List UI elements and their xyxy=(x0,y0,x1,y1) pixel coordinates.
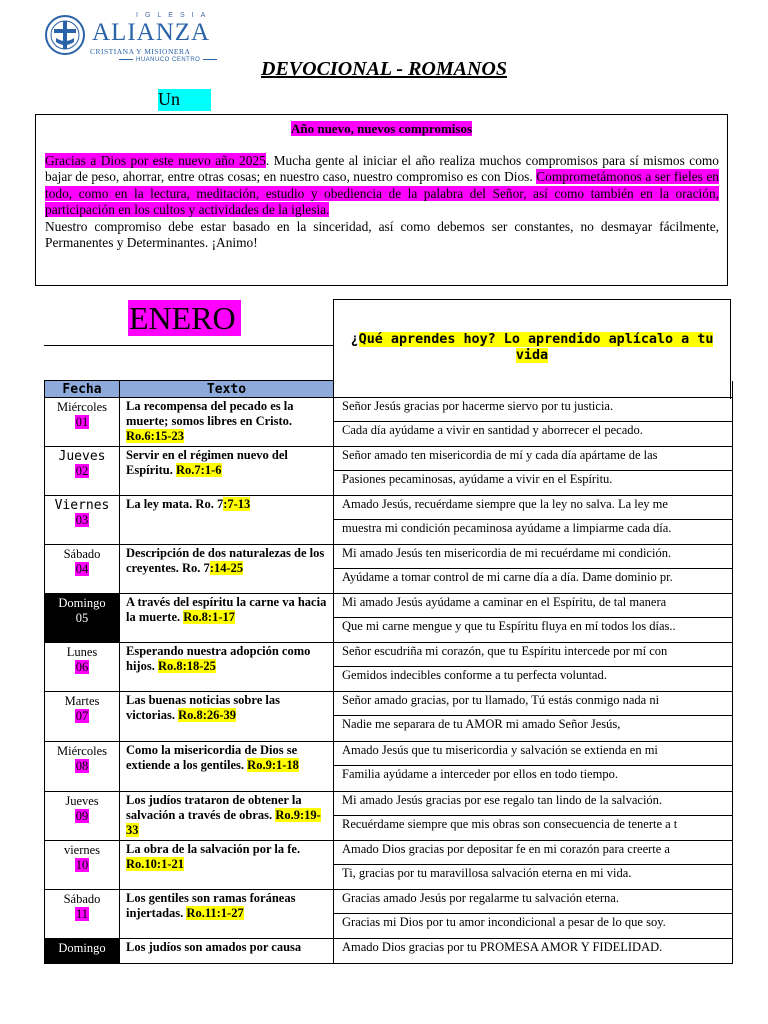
bible-reference: Ro.7:1-6 xyxy=(176,463,222,477)
weekday: Jueves xyxy=(65,794,99,808)
reflection-line-1: Mi amado Jesús ayúdame a caminar en el Espíritu, de tal manera xyxy=(334,594,732,618)
reflection-line-1: Señor escudriña mi corazón, que tu Espíritu intercede por mí con xyxy=(334,643,732,667)
logo-top-text: IGLESIA xyxy=(136,12,213,19)
reading-cell xyxy=(120,792,334,841)
day-number: 03 xyxy=(75,513,89,527)
reflection-cell xyxy=(334,890,733,939)
reflection-cell xyxy=(334,841,733,890)
reading-title: Como la misericordia de Dios se extiende a los gentiles. xyxy=(126,743,298,772)
intro-highlight-1: Gracias a Dios por este nuevo año 2025 xyxy=(45,153,266,168)
reading-title: Los judíos son amados por causa xyxy=(126,940,302,954)
table-row xyxy=(45,398,733,447)
header-fecha: Fecha xyxy=(45,381,120,398)
logo-name: ALIANZA xyxy=(92,19,211,46)
bible-reference: :7-13 xyxy=(223,497,251,511)
logo-subtitle: CRISTIANA Y MISIONERA xyxy=(90,47,191,56)
weekday: Martes xyxy=(64,694,100,708)
bible-reference: :14-25 xyxy=(209,561,244,575)
date-cell xyxy=(45,742,120,792)
table-row xyxy=(45,594,733,643)
reflection-cell xyxy=(334,742,733,792)
reflection-line-1: Señor amado gracias, por tu llamado, Tú estás conmigo nada ni xyxy=(334,692,732,716)
weekday: Domingo xyxy=(58,941,106,955)
intro-highlight-2: Comprometámonos a ser fieles en todo, como en la lectura, meditación, estudio y obediencia de la palabra del Señor, así como también en la oración, participación en los cultos y actividades de la iglesia. xyxy=(45,169,719,218)
reading-cell xyxy=(120,496,334,545)
bible-reference: Ro.11:1-27 xyxy=(186,906,244,920)
weekday: Lunes xyxy=(66,645,98,659)
reflection-line-2: Ayúdame a tomar control de mi carne día a día. Dame dominio pr. xyxy=(342,570,673,584)
date-cell xyxy=(45,939,120,964)
intro-title: Año nuevo, nuevos compromisos xyxy=(290,121,473,136)
date-cell xyxy=(45,594,120,643)
reading-cell xyxy=(120,643,334,692)
day-number: 02 xyxy=(75,464,89,478)
reflection-line-2: Pasiones pecaminosas, ayúdame a vivir en el Espíritu. xyxy=(342,472,613,486)
table-row xyxy=(45,692,733,742)
question-text: ¿Qué aprendes hoy? Lo aprendido aplícalo a tu vida xyxy=(350,332,714,363)
intro-body xyxy=(45,153,719,251)
day-number: 10 xyxy=(75,858,89,872)
reflection-line-1: Gracias amado Jesús por regalarme tu salvación eterna. xyxy=(334,890,732,914)
table-row xyxy=(45,841,733,890)
reflection-line-1: Señor Jesús gracias por hacerme siervo por tu justicia. xyxy=(334,398,732,422)
reflection-cell xyxy=(334,447,733,496)
reading-cell xyxy=(120,447,334,496)
weekday: Jueves xyxy=(58,449,106,464)
date-cell xyxy=(45,692,120,742)
reflection-line-1: Amado Dios gracias por tu PROMESA AMOR Y FIDELIDAD. xyxy=(342,940,663,954)
reading-cell xyxy=(120,594,334,643)
devotional-table xyxy=(44,380,733,964)
reading-cell xyxy=(120,939,334,964)
logo-city: HUANUCO CENTRO xyxy=(116,57,220,63)
day-number: 09 xyxy=(75,809,89,823)
reflection-cell xyxy=(334,496,733,545)
reflection-cell xyxy=(334,398,733,447)
reflection-line-2: Que mi carne mengue y que tu Espíritu fluya en mí todos los días.. xyxy=(342,619,676,633)
reflection-cell xyxy=(334,643,733,692)
reflection-cell xyxy=(334,792,733,841)
reflection-line-1: Mi amado Jesús gracias por ese regalo tan lindo de la salvación. xyxy=(334,792,732,816)
reading-title: Las buenas noticias sobre las victorias. xyxy=(126,693,280,722)
header-empty xyxy=(334,381,733,398)
reflection-line-2: Recuérdame siempre que mis obras son consecuencia de tenerte a t xyxy=(342,817,678,831)
table-row xyxy=(45,742,733,792)
reading-title: Los judíos trataron de obtener la salvación a través de obras. xyxy=(126,793,302,822)
church-emblem-icon xyxy=(44,14,86,56)
reading-title: Servir en el régimen nuevo del Espíritu. xyxy=(126,448,288,477)
date-cell xyxy=(45,496,120,545)
table-row xyxy=(45,447,733,496)
month-label: ENERO xyxy=(128,300,241,336)
weekday: Miércoles xyxy=(57,400,107,414)
date-cell xyxy=(45,398,120,447)
reading-cell xyxy=(120,742,334,792)
reading-cell xyxy=(120,692,334,742)
bible-reference: Ro.8:18-25 xyxy=(157,659,216,673)
table-row xyxy=(45,496,733,545)
day-number: 07 xyxy=(75,709,89,723)
reading-title: Esperando nuestra adopción como hijos. xyxy=(126,644,311,673)
bible-reference: Ro.8:26-39 xyxy=(178,708,237,722)
weekday: viernes xyxy=(63,843,101,857)
table-row xyxy=(45,939,733,964)
intro-box xyxy=(35,114,728,286)
page-title: DEVOCIONAL - ROMANOS xyxy=(261,58,507,80)
reading-cell xyxy=(120,545,334,594)
day-number: 11 xyxy=(75,907,89,921)
intro-text-2: Nuestro compromiso debe estar basado en la sinceridad, así como debemos ser constantes, no desmayar fácilmente, Permanentes y Determinantes. ¡Animo! xyxy=(45,218,719,251)
weekday: Sábado xyxy=(63,547,101,561)
reflection-cell xyxy=(334,939,733,964)
table-row xyxy=(45,890,733,939)
table-row xyxy=(45,545,733,594)
date-cell xyxy=(45,545,120,594)
reading-cell xyxy=(120,890,334,939)
reflection-line-2: Familia ayúdame a interceder por ellos en todo tiempo. xyxy=(342,767,618,781)
reflection-cell xyxy=(334,545,733,594)
bible-reference: Ro.9:19-33 xyxy=(126,808,321,837)
reflection-line-2: Gemidos indecibles conforme a tu perfecta voluntad. xyxy=(342,668,607,682)
reflection-line-1: Señor amado ten misericordia de mí y cada día apártame de las xyxy=(334,447,732,471)
reflection-line-2: Gracias mi Dios por tu amor incondicional a pesar de lo que soy. xyxy=(342,915,666,929)
text-fragment: Un xyxy=(158,89,211,111)
reading-title: La recompensa del pecado es la muerte; somos libres en Cristo. xyxy=(126,399,294,428)
reflection-line-2: Nadie me separara de tu AMOR mi amado Señor Jesús, xyxy=(342,717,621,731)
reading-title: La ley mata. Ro. 7 xyxy=(126,497,224,511)
church-logo xyxy=(44,12,214,63)
reading-title: La obra de la salvación por la fe. xyxy=(126,842,301,856)
bible-reference: Ro.10:1-21 xyxy=(126,857,184,871)
bible-reference: Ro.8:1-17 xyxy=(183,610,236,624)
date-cell xyxy=(45,792,120,841)
weekday: Domingo xyxy=(58,596,106,610)
reflection-line-2: muestra mi condición pecaminosa ayúdame a limpiarme cada día. xyxy=(342,521,672,535)
reflection-cell xyxy=(334,594,733,643)
reading-title: A través del espíritu la carne va hacia la muerte. xyxy=(126,595,327,624)
reflection-line-1: Mi amado Jesús ten misericordia de mi recuérdame mi condición. xyxy=(334,545,732,569)
reading-title: Descripción de dos naturalezas de los creyentes. Ro. 7 xyxy=(126,546,325,575)
reading-title: Los gentiles son ramas foráneas injertadas. xyxy=(126,891,296,920)
reflection-cell xyxy=(334,692,733,742)
day-number: 06 xyxy=(75,660,89,674)
header-texto: Texto xyxy=(120,381,334,398)
date-cell xyxy=(45,643,120,692)
intro-text-1: . Mucha gente al iniciar el año realiza muchos compromisos para sí mismos como bajar de peso, ahorrar, entre otras cosas; en nuestro caso, nuestro compromiso es con Dios. xyxy=(45,153,720,185)
day-number: 01 xyxy=(75,415,89,429)
table-header-row xyxy=(45,381,733,398)
date-cell xyxy=(45,890,120,939)
weekday: Miércoles xyxy=(57,744,107,758)
reflection-line-2: Ti, gracias por tu maravillosa salvación eterna en mi vida. xyxy=(342,866,632,880)
reflection-line-1: Amado Dios gracias por depositar fe en mi corazón para creerte a xyxy=(334,841,732,865)
reading-cell xyxy=(120,841,334,890)
weekday: Sábado xyxy=(63,892,101,906)
table-row xyxy=(45,643,733,692)
reading-cell xyxy=(120,398,334,447)
day-number: 08 xyxy=(75,759,89,773)
weekday: Viernes xyxy=(54,498,110,513)
table-row xyxy=(45,792,733,841)
month-divider xyxy=(44,345,333,346)
reflection-line-1: Amado Jesús, recuérdame siempre que la ley no salva. La ley me xyxy=(334,496,732,520)
reflection-line-2: Cada día ayúdame a vivir en santidad y aborrecer el pecado. xyxy=(342,423,643,437)
reflection-line-1: Amado Jesús que tu misericordia y salvación se extienda en mi xyxy=(334,742,732,766)
date-cell xyxy=(45,447,120,496)
day-number: 05 xyxy=(75,611,89,625)
bible-reference: Ro.6:15-23 xyxy=(126,429,184,443)
date-cell xyxy=(45,841,120,890)
day-number: 04 xyxy=(75,562,89,576)
bible-reference: Ro.9:1-18 xyxy=(247,758,299,772)
